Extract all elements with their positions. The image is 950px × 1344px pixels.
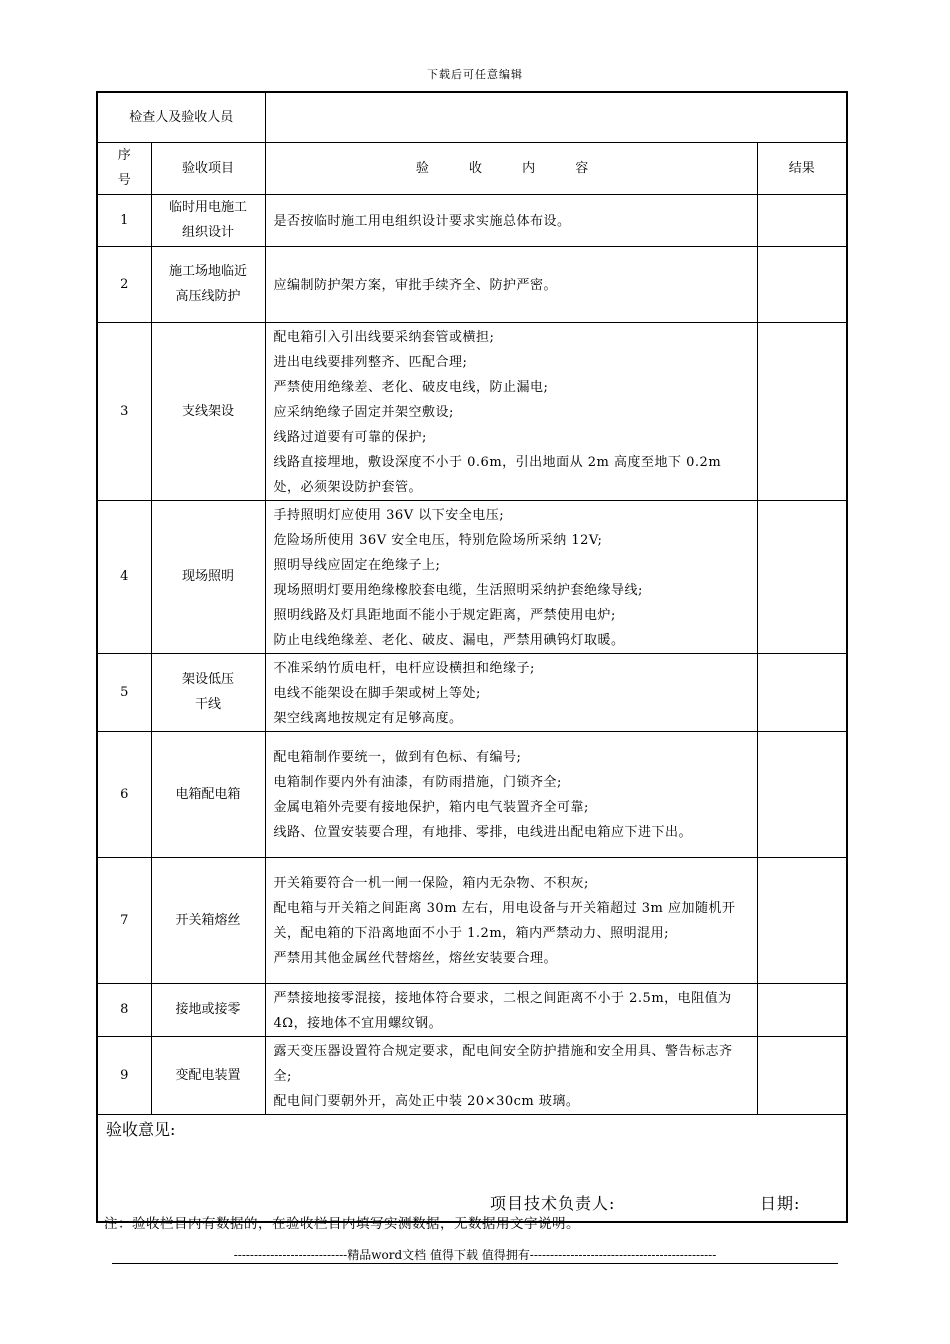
opinion-cell[interactable] [97, 1114, 847, 1222]
row-item: 变配电装置 [151, 1036, 265, 1114]
content-line: 电箱制作要内外有油漆，有防雨措施，门锁齐全; [273, 775, 562, 790]
row-content [265, 731, 757, 857]
table-row [97, 731, 847, 857]
inspection-table [96, 91, 848, 1223]
table-row [97, 857, 847, 983]
table-row [97, 653, 847, 731]
content-line: 照明导线应固定在绝缘子上; [273, 557, 441, 573]
row-item: 临时用电施工组织设计 [151, 194, 265, 246]
content-line: 危险场所使用 36V 安全电压，特别危险场所采纳 12V; [273, 532, 603, 548]
content-line: 严禁使用绝缘差、老化、破皮电线，防止漏电; [273, 379, 549, 395]
row-seq: 3 [97, 322, 151, 500]
row-seq: 6 [97, 731, 151, 857]
content-line: 开关箱要符合一机一闸一保险，箱内无杂物、不积灰; [273, 876, 589, 891]
page-footer-text: ----------------------------精品word文档 值得下载 值得拥有---------------------------------------------- [233, 1248, 717, 1262]
row-result[interactable] [757, 983, 847, 1036]
table-note: 注：验收栏目内有数据的，在验收栏目内填写实测数据，无数据用文字说明。 [104, 1216, 580, 1232]
date-label: 日期: [760, 1193, 801, 1213]
opinion-row [97, 1114, 847, 1222]
row-seq: 2 [97, 246, 151, 322]
row-result[interactable] [757, 246, 847, 322]
row-result[interactable] [757, 857, 847, 983]
row-item: 开关箱熔丝 [151, 857, 265, 983]
content-line: 防止电线绝缘差、老化、破皮、漏电，严禁用碘钨灯取暖。 [273, 632, 625, 648]
row-content [265, 500, 757, 653]
content-line: 照明线路及灯具距地面不能小于规定距离，严禁使用电炉; [273, 607, 616, 623]
row-seq: 1 [97, 194, 151, 246]
content-line: 是否按临时施工用电组织设计要求实施总体布设。 [273, 213, 571, 229]
content-line: 配电箱引入引出线要采纳套管或横担; [273, 329, 495, 345]
footer-divider [112, 1263, 838, 1264]
content-line: 严禁用其他金属丝代替熔丝，熔丝安装要合理。 [273, 951, 558, 966]
row-seq: 9 [97, 1036, 151, 1114]
row-seq: 7 [97, 857, 151, 983]
table-row [97, 322, 847, 500]
row-item: 接地或接零 [151, 983, 265, 1036]
row-content [265, 983, 757, 1036]
table-row [97, 983, 847, 1036]
row-item: 施工场地临近高压线防护 [151, 246, 265, 322]
row-result[interactable] [757, 194, 847, 246]
header-result: 结果 [757, 142, 847, 194]
row-result[interactable] [757, 500, 847, 653]
page-header-text: 下载后可任意编辑 [427, 68, 523, 81]
row-result[interactable] [757, 653, 847, 731]
row-seq: 4 [97, 500, 151, 653]
opinion-label: 验收意见: [106, 1119, 176, 1139]
content-line: 配电箱与开关箱之间距离 30m 左右，用电设备与开关箱超过 3m 应加随机开关，配电箱的下沿离地面不小于 1.2m，箱内严禁动力、照明混用; [273, 901, 736, 941]
content-line: 应编制防护架方案，审批手续齐全、防护严密。 [273, 277, 558, 293]
inspector-label: 检查人及验收人员 [97, 92, 265, 142]
content-line: 架空线离地按规定有足够高度。 [273, 710, 463, 726]
inspector-row [97, 92, 847, 142]
row-content [265, 322, 757, 500]
content-line: 配电间门要朝外开，高处正中装 20×30cm 玻璃。 [273, 1093, 580, 1109]
content-line: 金属电箱外壳要有接地保护，箱内电气装置齐全可靠; [273, 800, 589, 815]
header-content: 验 收 内 容 [265, 142, 757, 194]
header-row [97, 142, 847, 194]
row-content [265, 246, 757, 322]
table-row [97, 246, 847, 322]
row-seq: 8 [97, 983, 151, 1036]
content-line: 进出电线要排列整齐、匹配合理; [273, 354, 468, 370]
content-line: 配电箱制作要统一，做到有色标、有编号; [273, 750, 522, 765]
row-content [265, 857, 757, 983]
content-line: 线路过道要有可靠的保护; [273, 429, 427, 445]
row-result[interactable] [757, 1036, 847, 1114]
header-item: 验收项目 [151, 142, 265, 194]
row-seq: 5 [97, 653, 151, 731]
content-line: 不准采纳竹质电杆，电杆应设横担和绝缘子; [273, 660, 535, 676]
row-item: 支线架设 [151, 322, 265, 500]
table-row [97, 1036, 847, 1114]
table-row [97, 194, 847, 246]
row-content [265, 194, 757, 246]
content-line: 现场照明灯要用绝缘橡胶套电缆，生活照明采纳护套绝缘导线; [273, 582, 643, 598]
inspector-value[interactable] [265, 92, 847, 142]
table-row [97, 500, 847, 653]
row-item: 电箱配电箱 [151, 731, 265, 857]
row-item: 架设低压干线 [151, 653, 265, 731]
content-line: 露天变压器设置符合规定要求，配电间安全防护措施和安全用具、警告标志齐全; [273, 1043, 733, 1084]
content-line: 手持照明灯应使用 36V 以下安全电压; [273, 507, 505, 523]
row-content [265, 1036, 757, 1114]
header-seq: 序号 [97, 142, 151, 194]
content-line: 线路、位置安装要合理，有地排、零排，电线进出配电箱应下进下出。 [273, 825, 693, 840]
row-result[interactable] [757, 322, 847, 500]
signature-label: 项目技术负责人: [490, 1193, 616, 1213]
content-line: 严禁接地接零混接，接地体符合要求，二根之间距离不小于 2.5m，电阻值为 4Ω，接地体不宜用螺纹钢。 [273, 990, 732, 1031]
content-line: 电线不能架设在脚手架或树上等处; [273, 685, 481, 701]
content-line: 线路直接埋地，敷设深度不小于 0.6m，引出地面从 2m 高度至地下 0.2m 处，必须架设防护套管。 [273, 454, 722, 495]
row-result[interactable] [757, 731, 847, 857]
row-item: 现场照明 [151, 500, 265, 653]
row-content [265, 653, 757, 731]
content-line: 应采纳绝缘子固定并架空敷设; [273, 404, 454, 420]
